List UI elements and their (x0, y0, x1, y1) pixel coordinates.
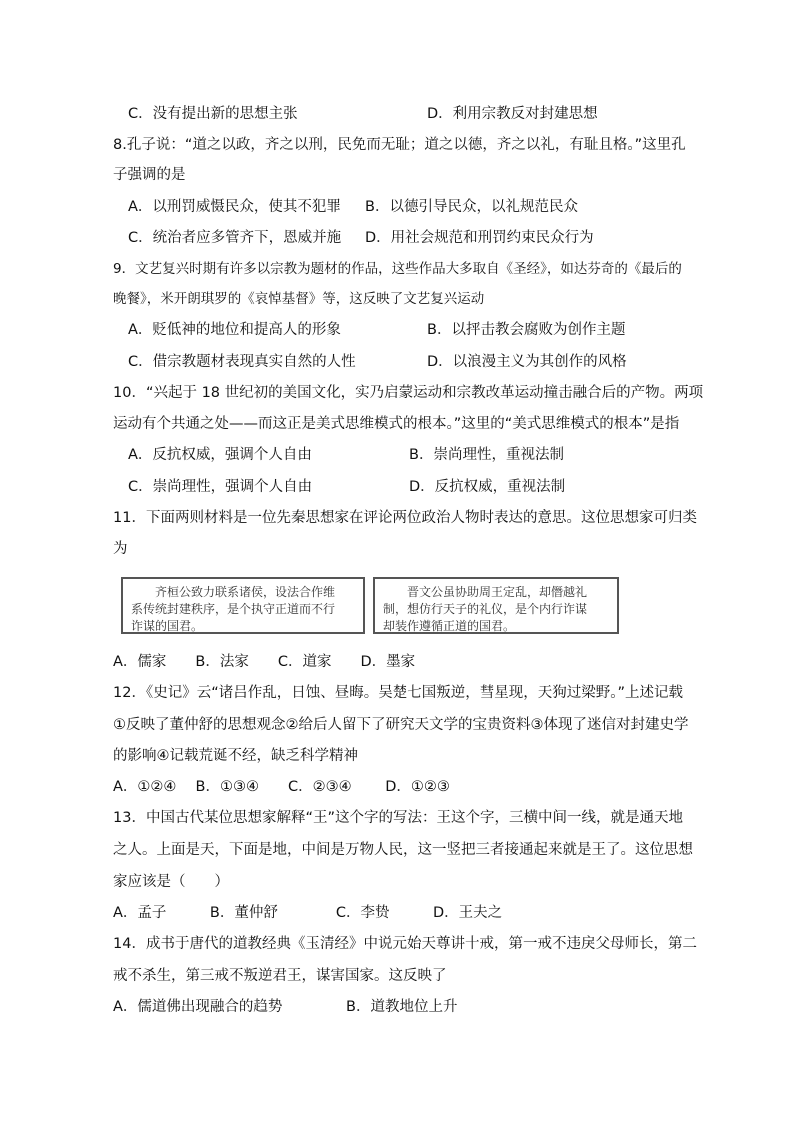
q9-option-a: A．贬低神的地位和提高人的形象 (128, 322, 341, 338)
q11-stem-line2: 为 (113, 541, 128, 557)
q8-option-b: B．以德引导民众，以礼规范民众 (365, 199, 578, 215)
q13-options: A．孟子 B．董仲舒 C．李贽 D．王夫之 (113, 905, 503, 921)
q12-options: A．①②④ B．①③④ C．②③④ D．①②③ (113, 779, 450, 795)
q11-options: A．儒家 B．法家 C．道家 D．墨家 (113, 654, 416, 670)
q9-option-c: C．借宗教题材表现真实自然的人性 (128, 354, 356, 370)
q13-stem-line1: 13．中国古代某位思想家解释“王”这个字的写法：王这个字，三横中间一线，就是通天地 (113, 810, 683, 826)
q14-option-b: B．道教地位上升 (346, 999, 458, 1015)
q12-stem-line3: 的影响④记载荒诞不经，缺乏科学精神 (113, 748, 358, 764)
q12-stem-line1: 12．《史记》云“诸吕作乱，日蚀、昼晦。吴楚七国叛逆，彗星现，天狗过梁野。”上述记载 (113, 685, 683, 701)
material-box-2-line1: 晋文公虽协助周王定乱，却僭越礼 (407, 585, 588, 599)
q10-stem-line2: 运动有个共通之处——而这正是美式思维模式的根本。”这里的“美式思维模式的根本”是指 (113, 416, 680, 432)
q7-option-d: D．利用宗教反对封建思想 (427, 106, 598, 122)
q14-stem-line1: 14．成书于唐代的道教经典《玉清经》中说元始天尊讲十戒，第一戒不违戾父母师长，第二 (113, 936, 697, 952)
q9-option-d: D．以浪漫主义为其创作的风格 (427, 354, 627, 370)
q10-option-d: D．反抗权威，重视法制 (409, 479, 566, 495)
q8-option-a: A．以刑罚威慑民众，使其不犯罪 (128, 199, 341, 215)
q10-option-c: C．崇尚理性，强调个人自由 (128, 479, 313, 495)
q13-stem-line3: 家应该是（ ） (113, 874, 229, 890)
q8-stem-line2: 子强调的是 (113, 167, 186, 183)
material-box-1-line1: 齐桓公致力联系诸侯，设法合作维 (155, 585, 336, 599)
q12-stem-line2: ①反映了董仲舒的思想观念②给后人留下了研究天文学的宝贵资料③体现了迷信对封建史学 (113, 717, 689, 733)
q8-option-d: D．用社会规范和刑罚约束民众行为 (365, 230, 594, 246)
q14-stem-line2: 戒不杀生，第三戒不叛逆君王，谋害国家。这反映了 (113, 968, 447, 984)
q9-stem-line2: 晚餐》，米开朗琪罗的《哀悼基督》等，这反映了文艺复兴运动 (113, 291, 485, 307)
q8-stem-line1: 8.孔子说：“道之以政，齐之以刑，民免而无耻；道之以德，齐之以礼，有耻且格。”这里孔 (113, 137, 686, 153)
q10-option-b: B．崇尚理性，重视法制 (409, 447, 564, 463)
q7-option-c: C．没有提出新的思想主张 (128, 106, 298, 122)
material-box-1 (121, 577, 365, 634)
q11-stem-line1: 11．下面两则材料是一位先秦思想家在评论两位政治人物时表达的意思。这位思想家可归类 (113, 510, 697, 526)
q10-option-a: A．反抗权威，强调个人自由 (128, 447, 312, 463)
q8-option-c: C．统治者应多管齐下，恩威并施 (128, 230, 342, 246)
q14-option-a: A．儒道佛出现融合的趋势 (113, 999, 283, 1015)
material-box-2-line3: 却装作遵循正道的国君。 (383, 619, 516, 633)
q9-option-b: B．以抨击教会腐败为创作主题 (427, 322, 626, 338)
material-box-2-line2: 制，想仿行天子的礼仪，是个内行诈谋 (383, 602, 588, 616)
material-box-1-line2: 系传统封建秩序，是个执守正道而不行 (131, 602, 336, 616)
q13-stem-line2: 之人。上面是天，下面是地，中间是万物人民，这一竖把三者接通起来就是王了。这位思想 (113, 842, 693, 858)
q9-stem-line1: 9．文艺复兴时期有许多以宗教为题材的作品，这些作品大多取自《圣经》，如达芬奇的《最后的 (113, 261, 682, 277)
material-box-1-line3: 诈谋的国君。 (131, 619, 204, 633)
q10-stem-line1: 10．“兴起于 18 世纪初的美国文化，实乃启蒙运动和宗教改革运动撞击融合后的产物。两项 (113, 385, 704, 401)
material-box-2 (373, 577, 619, 634)
